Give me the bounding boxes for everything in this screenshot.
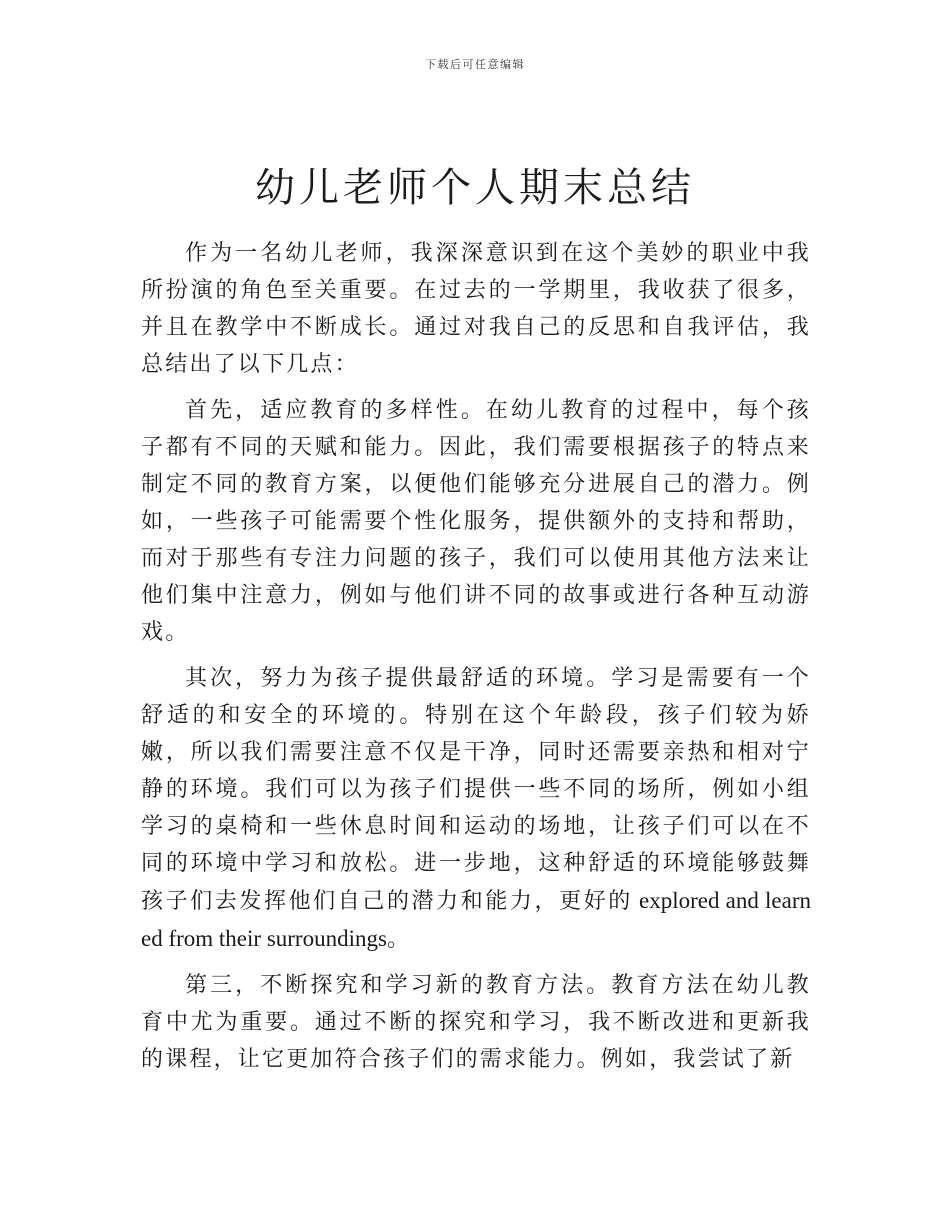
paragraph-second-point [141,660,811,958]
paragraph-second-point-english: explored and learned from their surroundings [141,888,811,951]
document-body [141,235,811,1087]
paragraph-intro [141,235,811,383]
paragraph-first-point-text: 首先，适应教育的多样性。在幼儿教育的过程中，每个孩子都有不同的天赋和能力。因此，我们需要根据孩子的特点来制定不同的教育方案，以便他们能够充分进展自己的潜力。例如，一些孩子可能需要个性化服务，提供额外的支持和帮助，而对于那些有专注力问题的孩子，我们可以使用其他方法来让他们集中注意力，例如与他们讲不同的故事或进行各种互动游戏。 [141,398,811,645]
paragraph-second-point-text: 其次，努力为孩子提供最舒适的环境。学习是需要有一个舒适的和安全的环境的。特别在这个年龄段，孩子们较为娇嫩，所以我们需要注意不仅是干净，同时还需要亲热和相对宁静的环境。我们可以为孩子们提供一些不同的场所，例如小组学习的桌椅和一些休息时间和运动的场地，让孩子们可以在不同的环境中学习和放松。进一步地，这种舒适的环境能够鼓舞孩子们去发挥他们自己的潜力和能力，更好的 [141,666,811,914]
paragraph-third-point [141,967,811,1078]
paragraph-first-point [141,392,811,651]
document-title: 幼儿老师个人期末总结 [255,165,695,211]
paragraph-intro-text: 作为一名幼儿老师，我深深意识到在这个美妙的职业中我所扮演的角色至关重要。在过去的一学期里，我收获了很多，并且在教学中不断成长。通过对我自己的反思和自我评估，我总结出了以下几点： [141,241,811,377]
paragraph-third-point-text: 第三，不断探究和学习新的教育方法。教育方法在幼儿教育中尤为重要。通过不断的探究和学习，我不断改进和更新我的课程，让它更加符合孩子们的需求能力。例如，我尝试了新 [141,973,811,1072]
page-header-note: 下载后可任意编辑 [425,58,525,71]
paragraph-second-point-end: 。 [386,927,412,952]
